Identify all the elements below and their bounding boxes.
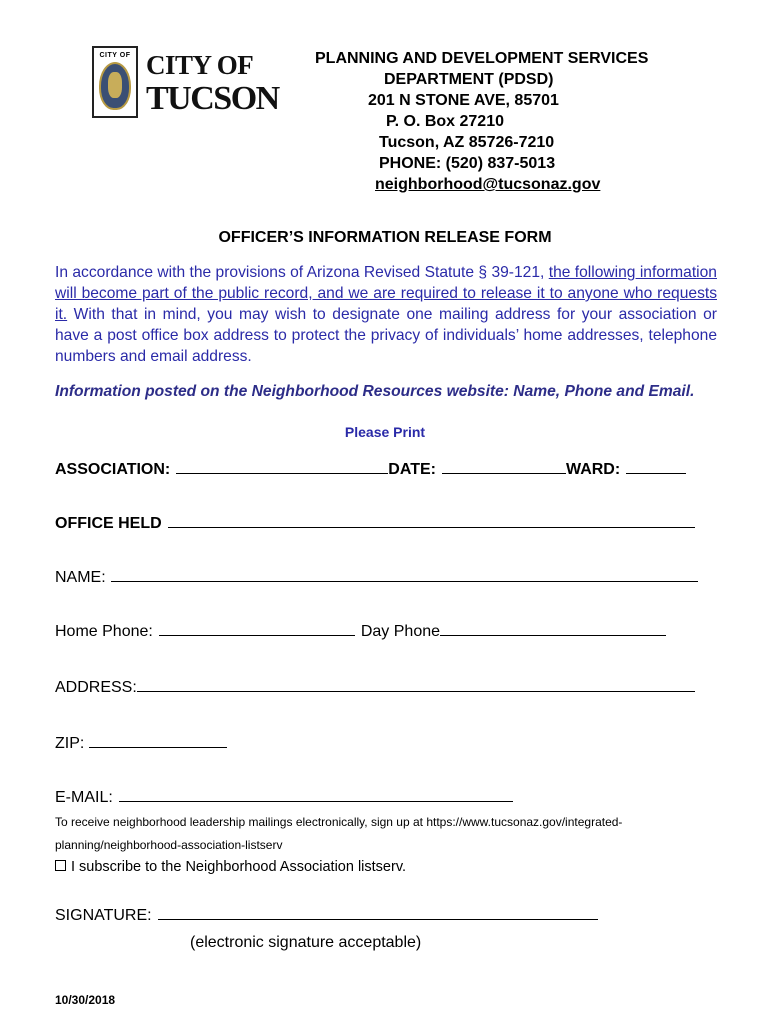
zip-label: ZIP: bbox=[55, 735, 85, 752]
signature-label: SIGNATURE: bbox=[55, 907, 152, 924]
address-field[interactable] bbox=[137, 676, 695, 692]
listserv-note-line-1: To receive neighborhood leadership mailings electronically, sign up at https://www.tucsonaz.gov/integrated- bbox=[55, 815, 623, 829]
city-seal-icon bbox=[92, 46, 138, 118]
city-of-tucson-logo bbox=[90, 44, 279, 120]
statute-text-2: With that in mind, you may wish to designate one mailing address for your association or have a post office box address to protect the privacy of individuals’ home addresses, telephone numbers and email address. bbox=[55, 306, 717, 365]
association-row bbox=[55, 458, 686, 479]
ward-label: WARD: bbox=[565, 461, 621, 478]
posted-info-note: Information posted on the Neighborhood Resources website: Name, Phone and Email. bbox=[55, 383, 695, 400]
listserv-note-line-2: planning/neighborhood-association-listserv bbox=[55, 838, 283, 852]
header-address: 201 N STONE AVE, 85701 bbox=[368, 92, 559, 109]
address-label: ADDRESS: bbox=[55, 679, 137, 696]
home-phone-field[interactable] bbox=[159, 620, 355, 636]
office-held-label: OFFICE HELD bbox=[55, 515, 162, 532]
signature-note: (electronic signature acceptable) bbox=[190, 934, 422, 951]
header-phone: PHONE: (520) 837-5013 bbox=[379, 155, 556, 172]
header-line-2: DEPARTMENT (PDSD) bbox=[384, 71, 554, 88]
date-label: DATE: bbox=[388, 461, 436, 478]
signature-row bbox=[55, 904, 598, 925]
subscribe-label: I subscribe to the Neighborhood Association listserv. bbox=[71, 859, 407, 875]
name-field[interactable] bbox=[111, 566, 698, 582]
subscribe-row[interactable] bbox=[55, 859, 406, 875]
association-field[interactable] bbox=[176, 458, 388, 474]
statute-paragraph bbox=[55, 262, 717, 367]
office-held-field[interactable] bbox=[168, 512, 695, 528]
email-field[interactable] bbox=[119, 786, 513, 802]
signature-field[interactable] bbox=[158, 904, 598, 920]
header-city-zip: Tucson, AZ 85726-7210 bbox=[379, 134, 555, 151]
office-held-row bbox=[55, 512, 695, 533]
email-row bbox=[55, 786, 513, 807]
address-row bbox=[55, 676, 695, 697]
header-email-link[interactable]: neighborhood@tucsonaz.gov bbox=[375, 176, 601, 193]
email-label: E-MAIL: bbox=[55, 789, 113, 806]
logo-tucson-text: TUCSON bbox=[146, 80, 279, 117]
name-label: NAME: bbox=[55, 569, 106, 586]
home-phone-label: Home Phone: bbox=[55, 623, 153, 640]
phone-row bbox=[55, 620, 666, 641]
zip-field[interactable] bbox=[89, 732, 227, 748]
footer-date: 10/30/2018 bbox=[55, 993, 116, 1007]
subscribe-checkbox[interactable] bbox=[55, 860, 66, 871]
seal-text: CITY OF bbox=[99, 52, 131, 59]
statute-underlined-text: the following information will become part of the public record, and we are required to release it to anyone who requests it. bbox=[55, 264, 717, 323]
statute-text-1: In accordance with the provisions of Arizona Revised Statute § 39-121, bbox=[55, 264, 549, 281]
association-label: ASSOCIATION: bbox=[55, 461, 171, 478]
ward-field[interactable] bbox=[626, 458, 686, 474]
header-line-1: PLANNING AND DEVELOPMENT SERVICES bbox=[315, 50, 649, 67]
day-phone-label: Day Phone bbox=[360, 623, 441, 640]
date-field[interactable] bbox=[442, 458, 566, 474]
day-phone-field[interactable] bbox=[440, 620, 666, 636]
logo-city-text: CITY OF bbox=[146, 50, 254, 80]
zip-row bbox=[55, 732, 227, 753]
department-header bbox=[300, 48, 700, 195]
please-print-note: Please Print bbox=[344, 424, 426, 440]
header-po-box: P. O. Box 27210 bbox=[386, 113, 504, 130]
name-row bbox=[55, 566, 698, 587]
form-title: OFFICER’S INFORMATION RELEASE FORM bbox=[218, 229, 552, 246]
